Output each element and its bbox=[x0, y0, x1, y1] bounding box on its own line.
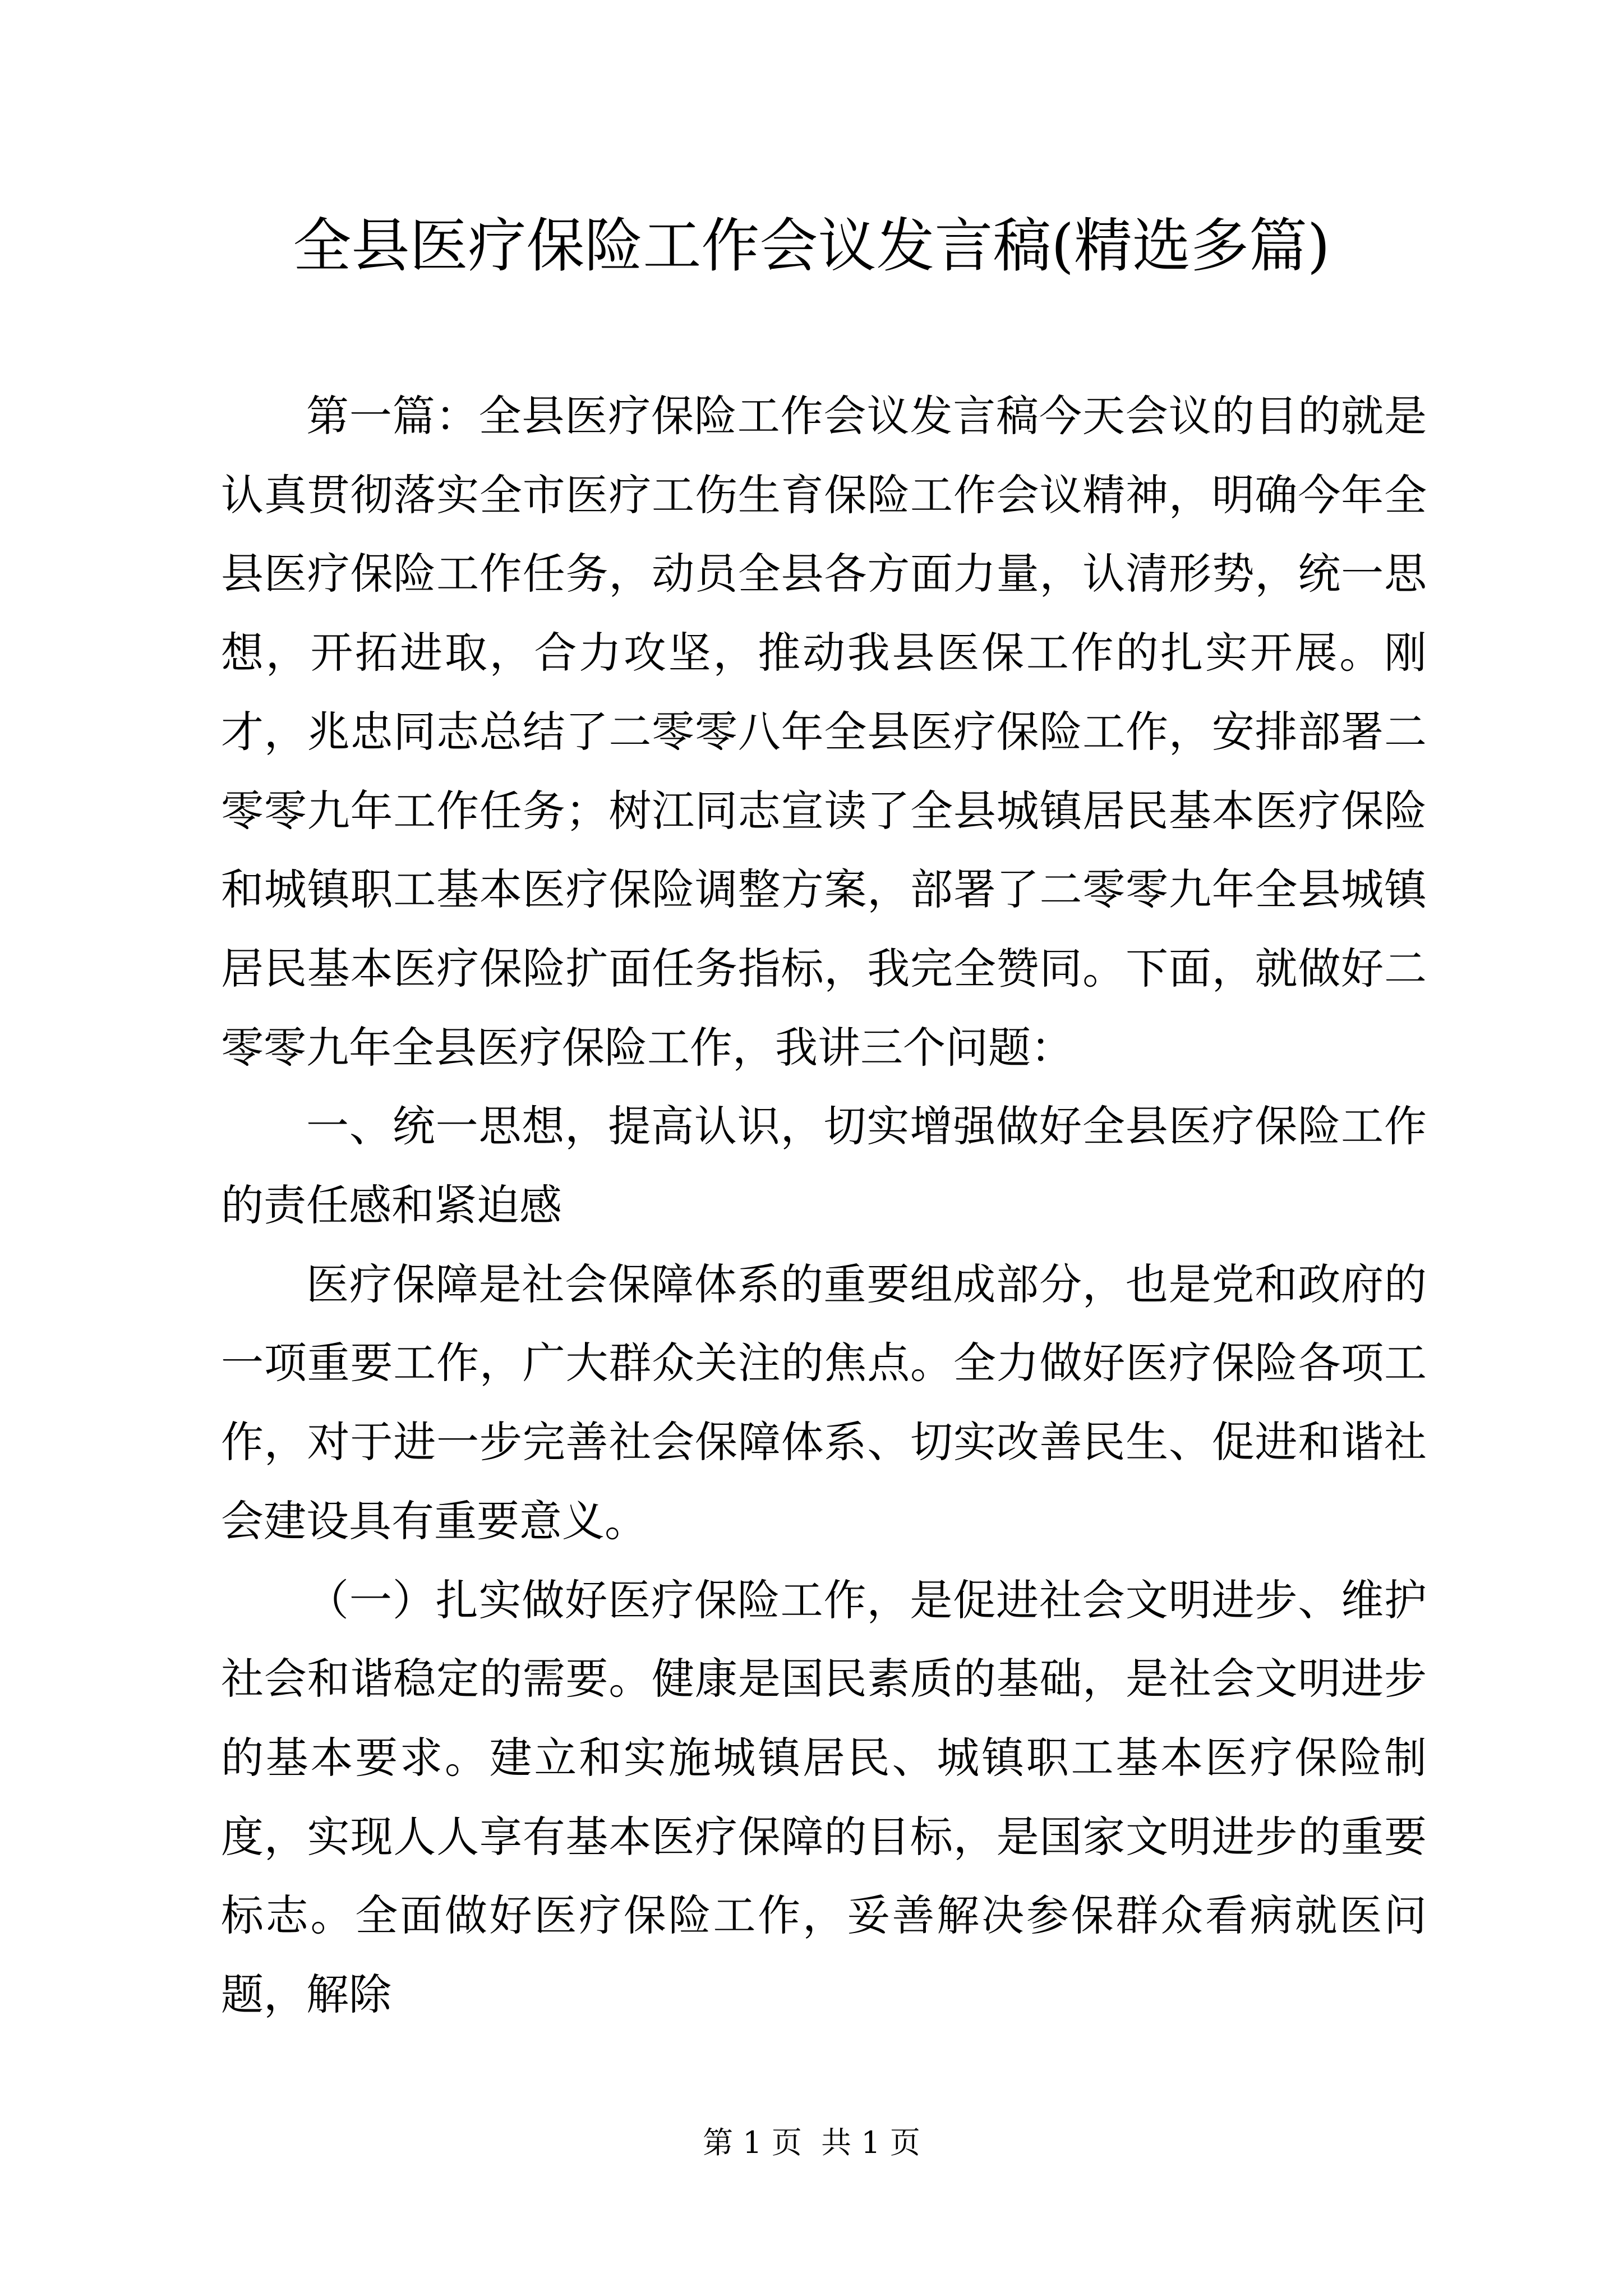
document-title: 全县医疗保险工作会议发言稿(精选多篇) bbox=[293, 211, 1330, 280]
document-body bbox=[221, 377, 1427, 2035]
page-number-footer: 第 1 页 共 1 页 bbox=[703, 2125, 920, 2160]
paragraph-medical-security: 医疗保障是社会保障体系的重要组成部分，也是党和政府的一项重要工作，广大群众关注的焦点。全力做好医疗保险各项工作，对于进一步完善社会保障体系、切实改善民生、促进和谐社会建设具有重要意义。 bbox=[221, 1259, 1427, 1546]
paragraph-intro: 第一篇：全县医疗保险工作会议发言稿今天会议的目的就是认真贯彻落实全市医疗工伤生育保险工作会议精神，明确今年全县医疗保险工作任务，动员全县各方面力量，认清形势，统一思想，开拓进取，合力攻坚，推动我县医保工作的扎实开展。刚才，兆忠同志总结了二零零八年全县医疗保险工作，安排部署二零零九年工作任务；树江同志宣读了全县城镇居民基本医疗保险和城镇职工基本医疗保险调整方案，部署了二零零九年全县城镇居民基本医疗保险扩面任务指标，我完全赞同。下面，就做好二零零九年全县医疗保险工作，我讲三个问题： bbox=[221, 391, 1427, 1073]
section-heading-one: 一、统一思想，提高认识，切实增强做好全县医疗保险工作的责任感和紧迫感 bbox=[221, 1101, 1427, 1231]
paragraph-subsection-one: （一）扎实做好医疗保险工作，是促进社会文明进步、维护社会和谐稳定的需要。健康是国民素质的基础，是社会文明进步的基本要求。建立和实施城镇居民、城镇职工基本医疗保险制度，实现人人享有基本医疗保障的目标，是国家文明进步的重要标志。全面做好医疗保险工作，妥善解决参保群众看病就医问题，解除 bbox=[221, 1575, 1427, 2020]
